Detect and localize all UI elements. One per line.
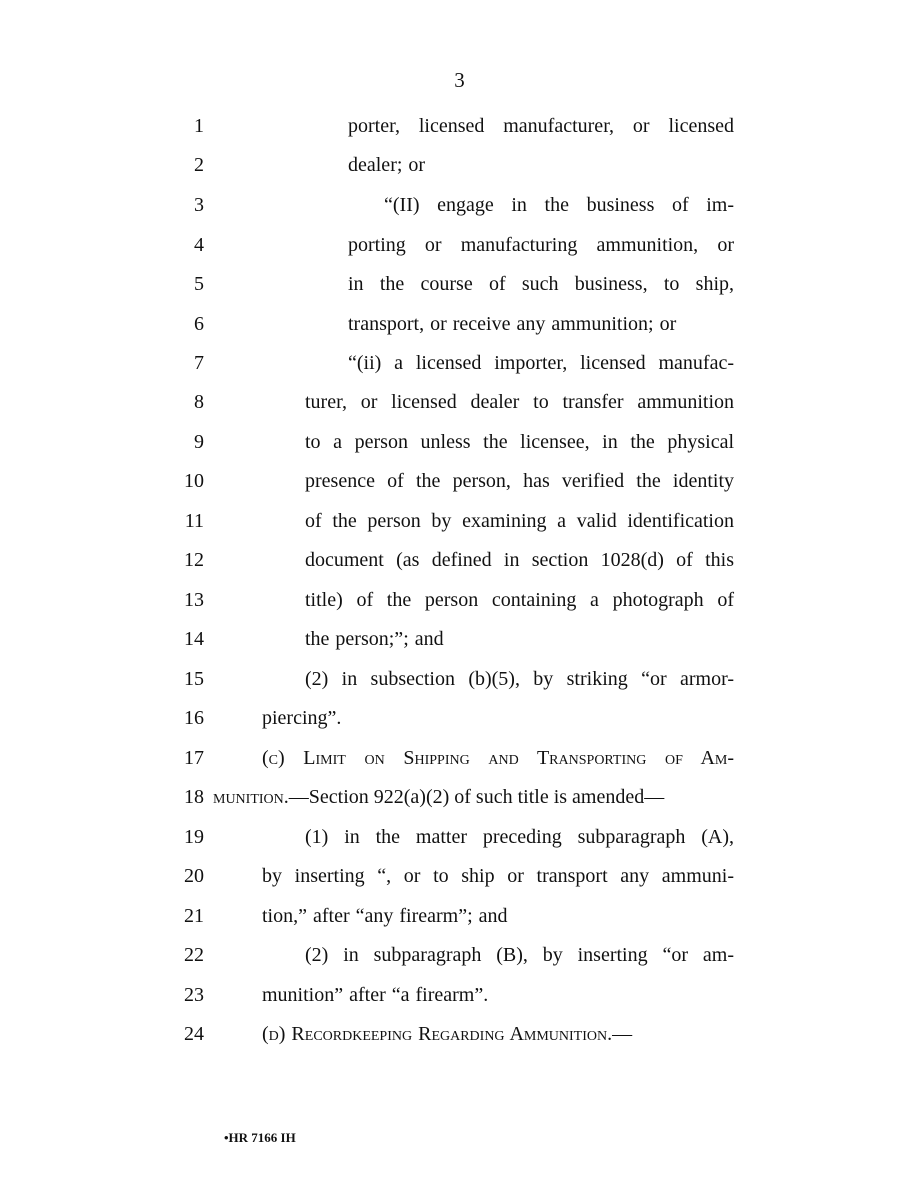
- text-line: [0, 501, 919, 541]
- line-text: document (as defined in section 1028(d) of this: [305, 549, 734, 571]
- line-number: 22: [184, 944, 204, 966]
- text-line: [0, 540, 919, 580]
- text-line: [0, 264, 919, 304]
- text-line: [0, 225, 919, 265]
- line-number: 4: [194, 234, 204, 256]
- text-line: [0, 777, 919, 817]
- text-line: [0, 856, 919, 896]
- line-number: 1: [194, 115, 204, 137]
- text-line: [0, 738, 919, 778]
- line-text: dealer; or: [348, 154, 426, 176]
- line-text: tion,” after “any firearm”; and: [262, 905, 508, 927]
- text-line: [0, 343, 919, 383]
- line-number: 11: [184, 510, 204, 532]
- line-text: porter, licensed manufacturer, or licensed: [348, 115, 734, 137]
- text-line: [0, 382, 919, 422]
- line-text: turer, or licensed dealer to transfer ammunition: [305, 391, 734, 413]
- text-line: [0, 659, 919, 699]
- text-line: [0, 185, 919, 225]
- line-number: 12: [184, 549, 204, 571]
- line-number: 19: [184, 826, 204, 848]
- line-number: 8: [194, 391, 204, 413]
- line-number: 3: [194, 194, 204, 216]
- line-number: 24: [184, 1023, 204, 1045]
- text-line: [0, 461, 919, 501]
- line-number: 14: [184, 628, 204, 650]
- line-text: in the course of such business, to ship,: [348, 273, 734, 295]
- line-number: 9: [194, 431, 204, 453]
- line-text: to a person unless the licensee, in the physical: [305, 431, 734, 453]
- text-line: [0, 145, 919, 185]
- line-text: (2) in subsection (b)(5), by striking “or armor-: [305, 668, 734, 690]
- line-text: [213, 785, 734, 809]
- line-number: 18: [184, 786, 204, 808]
- text-line: [0, 304, 919, 344]
- text-line: [0, 896, 919, 936]
- section-heading-continuation: munition.: [213, 786, 289, 808]
- line-number: 13: [184, 589, 204, 611]
- text-line: [0, 580, 919, 620]
- text-line: [0, 975, 919, 1015]
- line-number: 7: [194, 352, 204, 374]
- line-text: title) of the person containing a photograph of: [305, 589, 734, 611]
- line-text-rest: —Section 922(a)(2) of such title is amended—: [288, 786, 665, 808]
- line-text: (2) in subparagraph (B), by inserting “or am-: [305, 944, 734, 966]
- line-number: 6: [194, 313, 204, 335]
- line-number: 20: [184, 865, 204, 887]
- text-line: [0, 698, 919, 738]
- text-line: [0, 935, 919, 975]
- line-number: 17: [184, 747, 204, 769]
- line-text: transport, or receive any ammunition; or: [348, 313, 677, 335]
- line-number: 5: [194, 273, 204, 295]
- line-text: of the person by examining a valid identification: [305, 510, 734, 532]
- line-number: 2: [194, 154, 204, 176]
- text-line: [0, 817, 919, 857]
- line-number: 21: [184, 905, 204, 927]
- text-line: [0, 619, 919, 659]
- text-line: [0, 422, 919, 462]
- bill-identifier-footer: •HR 7166 IH: [224, 1130, 296, 1145]
- line-text: “(ii) a licensed importer, licensed manufac-: [348, 352, 734, 374]
- section-heading: (d) Recordkeeping Regarding Ammunition.—: [262, 1023, 633, 1045]
- line-text: the person;”; and: [305, 628, 444, 650]
- section-heading: (c) Limit on Shipping and Transporting of Am-: [262, 747, 734, 769]
- line-text: by inserting “, or to ship or transport any ammuni-: [262, 865, 734, 887]
- page-number: 3: [454, 68, 465, 92]
- line-text: (1) in the matter preceding subparagraph (A),: [305, 826, 734, 848]
- line-text: presence of the person, has verified the identity: [305, 470, 734, 492]
- line-text: munition” after “a firearm”.: [262, 984, 489, 1006]
- line-number: 23: [184, 984, 204, 1006]
- line-text: “(II) engage in the business of im-: [384, 194, 734, 216]
- line-number: 16: [184, 707, 204, 729]
- text-line: [0, 1014, 919, 1054]
- line-text: porting or manufacturing ammunition, or: [348, 234, 734, 256]
- line-number: 15: [184, 668, 204, 690]
- line-text: piercing”.: [262, 707, 342, 729]
- text-line: [0, 106, 919, 146]
- line-number: 10: [184, 470, 204, 492]
